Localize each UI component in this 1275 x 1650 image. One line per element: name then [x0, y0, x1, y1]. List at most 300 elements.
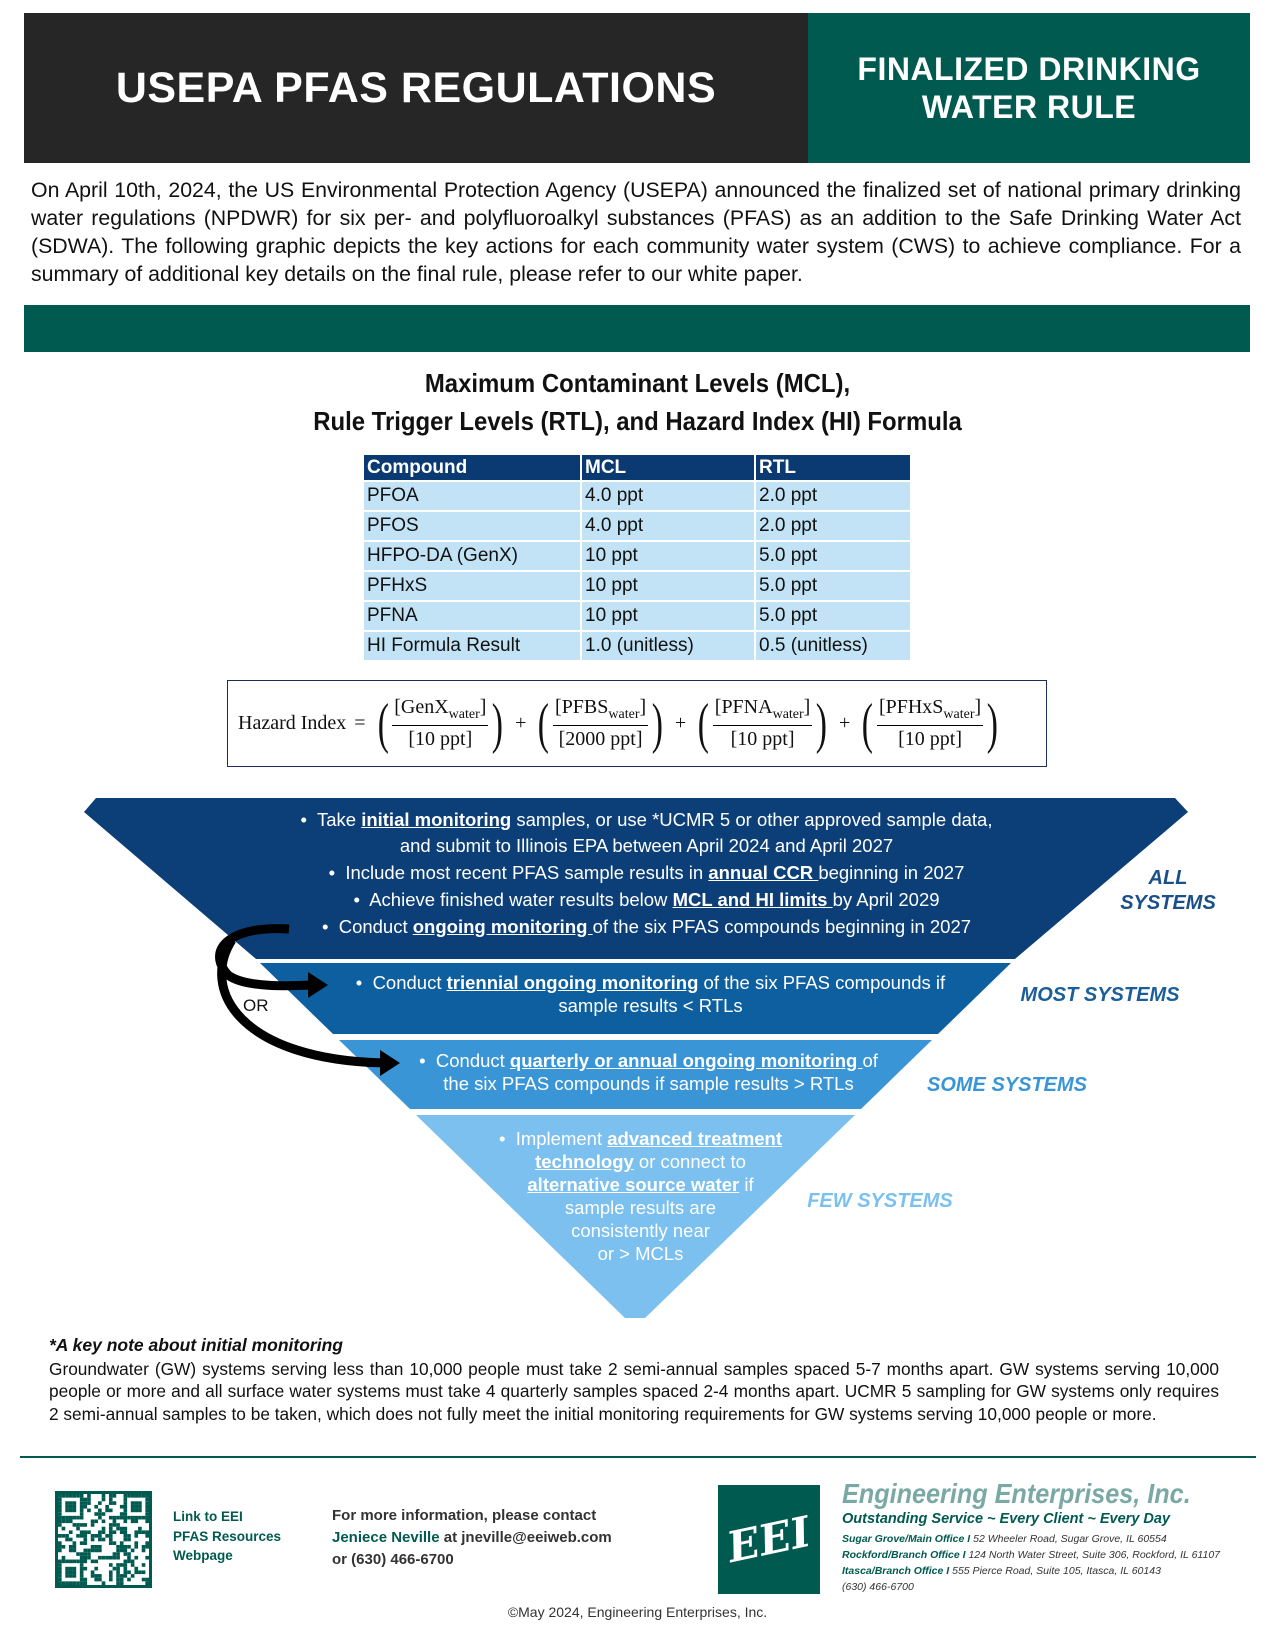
compound: GenX	[400, 696, 449, 718]
or-label: OR	[243, 996, 269, 1015]
qr-module	[73, 1505, 77, 1509]
qr-module	[83, 1556, 87, 1560]
table-cell: 10 ppt	[581, 601, 755, 631]
qr-module	[127, 1578, 131, 1582]
qr-module	[62, 1494, 66, 1498]
qr-module	[73, 1567, 77, 1571]
table-cell: PFHxS	[363, 571, 581, 601]
qr-module	[65, 1505, 69, 1509]
qr-module	[102, 1519, 106, 1523]
qr-module	[134, 1545, 138, 1549]
line-text: Conduct	[435, 1050, 510, 1071]
qr-module	[116, 1567, 120, 1571]
qr-module	[80, 1534, 84, 1538]
qr-module	[87, 1530, 91, 1534]
qr-module	[91, 1519, 95, 1523]
qr-module	[58, 1498, 62, 1502]
qr-module	[62, 1519, 66, 1523]
qr-module	[80, 1523, 84, 1527]
table-cell: PFOS	[363, 511, 581, 541]
qr-module	[142, 1578, 146, 1582]
qr-module	[69, 1516, 73, 1520]
pyramid-bullet-line	[9, 809, 1275, 831]
compound: PFNA	[721, 696, 773, 718]
line-text: the six PFAS compounds if sample results > RTLs	[443, 1073, 854, 1094]
bullet-icon: •	[498, 1128, 506, 1149]
qr-module	[113, 1556, 117, 1560]
line-text: sample results are	[564, 1197, 717, 1218]
qr-module	[65, 1538, 69, 1542]
bullet-icon: •	[419, 1050, 426, 1071]
qr-module	[58, 1501, 62, 1505]
numerator: [PFHxS$_{water}$]	[877, 696, 983, 726]
qr-module	[80, 1501, 84, 1505]
label-few-systems: FEW SYSTEMS	[807, 1190, 953, 1212]
qr-module	[102, 1581, 106, 1585]
qr-module	[80, 1560, 84, 1564]
qr-module	[58, 1581, 62, 1585]
qr-module	[94, 1549, 98, 1553]
qr-module	[62, 1527, 66, 1531]
column-header: RTL	[755, 454, 911, 481]
column-header: Compound	[363, 454, 581, 481]
qr-module	[69, 1549, 73, 1553]
qr-module	[80, 1509, 84, 1513]
table-cell: 10 ppt	[581, 571, 755, 601]
qr-module	[98, 1538, 102, 1542]
qr-module	[80, 1516, 84, 1520]
qr-module	[73, 1516, 77, 1520]
qr-module	[94, 1578, 98, 1582]
qr-module	[62, 1581, 66, 1585]
qr-module	[91, 1574, 95, 1578]
qr-module	[58, 1519, 62, 1523]
qr-module	[83, 1541, 87, 1545]
qr-module	[127, 1556, 131, 1560]
note-body: Groundwater (GW) systems serving less than 10,000 people must take 2 semi-annual samples spaced 5-7 months apart. GW systems serving 10,000 people or more and all surface water systems must take 4 quarterly samples spaced 2-4 months apart. UCMR 5 sampling for GW systems only requires 2 semi-annual samples to be taken, which does not fully meet the initial monitoring requirements for GW systems serving 10,000 people or more.	[49, 1359, 1219, 1424]
qr-module	[80, 1581, 84, 1585]
qr-module	[142, 1530, 146, 1534]
qr-module	[138, 1494, 142, 1498]
bullet-icon: •	[328, 862, 336, 883]
qr-module	[98, 1578, 102, 1582]
qr-module	[124, 1505, 128, 1509]
qr-module	[124, 1570, 128, 1574]
qr-module	[134, 1505, 138, 1509]
qr-module	[131, 1509, 135, 1513]
qr-module	[134, 1534, 138, 1538]
qr-module	[69, 1509, 73, 1513]
qr-module	[142, 1545, 146, 1549]
qr-module	[73, 1494, 77, 1498]
link-line: PFAS Resources	[173, 1528, 282, 1544]
table-cell: 2.0 ppt	[755, 511, 911, 541]
qr-module	[98, 1545, 102, 1549]
qr-module	[69, 1501, 73, 1505]
copyright: ©May 2024, Engineering Enterprises, Inc.	[507, 1604, 768, 1620]
qr-module	[109, 1530, 113, 1534]
paren: )	[651, 692, 664, 755]
office-address: 52 Wheeler Road, Sugar Grove, IL 60554	[973, 1533, 1167, 1545]
qr-module	[91, 1538, 95, 1542]
qr-module	[124, 1498, 128, 1502]
qr-module	[116, 1527, 120, 1531]
qr-module	[131, 1574, 135, 1578]
qr-module	[69, 1545, 73, 1549]
qr-module	[65, 1501, 69, 1505]
company-logo	[718, 1485, 820, 1594]
qr-module	[131, 1516, 135, 1520]
qr-module	[138, 1516, 142, 1520]
qr-module	[109, 1541, 113, 1545]
qr-module	[87, 1501, 91, 1505]
office-address: 124 North Water Street, Suite 306, Rockford, IL 61107	[968, 1549, 1221, 1561]
qr-module	[76, 1523, 80, 1527]
qr-module	[94, 1567, 98, 1571]
qr-module	[120, 1516, 124, 1520]
qr-module	[134, 1530, 138, 1534]
qr-module	[73, 1501, 77, 1505]
subscript: water	[448, 707, 480, 722]
qr-module	[83, 1578, 87, 1582]
line-text: or > MCLs	[597, 1243, 684, 1264]
qr-module	[73, 1545, 77, 1549]
qr-module	[65, 1534, 69, 1538]
line-text: samples, or use *UCMR 5 or other approved sample data,	[511, 809, 993, 830]
paren: (	[377, 692, 389, 755]
bullet-icon: •	[321, 916, 329, 937]
section-title: Rule Trigger Levels (RTL), and Hazard Index (HI) Formula	[313, 406, 962, 436]
subtitle-line: WATER RULE	[921, 89, 1137, 125]
office-name: Itasca/Branch Office	[842, 1565, 944, 1577]
qr-module	[134, 1516, 138, 1520]
qr-module	[109, 1523, 113, 1527]
qr-module	[124, 1552, 128, 1556]
emphasis-link: advanced treatment	[607, 1128, 783, 1149]
office-phone: (630) 466-6700	[842, 1581, 914, 1593]
emphasis-link: MCL and HI limits	[672, 889, 833, 910]
qr-module	[98, 1556, 102, 1560]
qr-module	[142, 1549, 146, 1553]
qr-module	[109, 1498, 113, 1502]
line-text: beginning in 2027	[818, 862, 965, 883]
qr-module	[127, 1570, 131, 1574]
qr-module	[138, 1501, 142, 1505]
company-name: Engineering Enterprises, Inc.	[842, 1478, 1191, 1509]
qr-module	[138, 1509, 142, 1513]
qr-module	[120, 1563, 124, 1567]
subscript: water	[608, 707, 640, 722]
qr-module	[76, 1560, 80, 1564]
qr-module	[109, 1570, 113, 1574]
qr-module	[83, 1505, 87, 1509]
line-text: Conduct	[372, 972, 447, 993]
qr-module	[113, 1567, 117, 1571]
label-all-systems	[1118, 866, 1218, 916]
table-cell: 5.0 ppt	[755, 571, 911, 601]
qr-module	[134, 1570, 138, 1574]
qr-module	[87, 1509, 91, 1513]
qr-module	[145, 1516, 149, 1520]
denominator: [10 ppt]	[730, 728, 795, 750]
qr-module	[138, 1527, 142, 1531]
table-cell: 10 ppt	[581, 541, 755, 571]
qr-module	[83, 1560, 87, 1564]
qr-module	[127, 1552, 131, 1556]
paren: (	[538, 692, 550, 755]
note-title: *A key note about initial monitoring	[49, 1335, 343, 1355]
qr-module	[113, 1552, 117, 1556]
emphasis-link: quarterly or annual ongoing monitoring	[509, 1050, 863, 1071]
qr-module	[87, 1549, 91, 1553]
qr-module	[76, 1534, 80, 1538]
contact-line: For more information, please contact	[332, 1507, 597, 1524]
line-text: by April 2029	[832, 889, 940, 910]
qr-module	[73, 1560, 77, 1564]
qr-module	[116, 1549, 120, 1553]
contact-info	[332, 1505, 612, 1571]
qr-module	[145, 1509, 149, 1513]
qr-link-text[interactable]	[173, 1507, 281, 1566]
qr-module	[94, 1512, 98, 1516]
emphasis-link: initial monitoring	[361, 809, 512, 830]
qr-module	[145, 1498, 149, 1502]
qr-module	[134, 1494, 138, 1498]
qr-module	[83, 1567, 87, 1571]
qr-module	[94, 1519, 98, 1523]
qr-module	[87, 1498, 91, 1502]
qr-module	[102, 1494, 106, 1498]
contact-phone: or (630) 466-6700	[332, 1551, 454, 1568]
qr-module	[116, 1516, 120, 1520]
qr-module	[124, 1545, 128, 1549]
pyramid-bullet-line	[9, 916, 1275, 938]
qr-module	[124, 1534, 128, 1538]
qr-module	[69, 1567, 73, 1571]
line-text: of	[862, 1050, 878, 1071]
qr-module	[83, 1552, 87, 1556]
office-address: 555 Pierce Road, Suite 105, Itasca, IL 60143	[952, 1565, 1161, 1577]
qr-module	[80, 1541, 84, 1545]
separator: I	[943, 1565, 953, 1577]
qr-module	[124, 1519, 128, 1523]
qr-module	[94, 1560, 98, 1564]
link-line: Webpage	[173, 1548, 233, 1563]
qr-module	[62, 1545, 66, 1549]
qr-module	[142, 1494, 146, 1498]
plus-sign: +	[839, 712, 851, 734]
qr-module	[131, 1505, 135, 1509]
qr-module	[134, 1519, 138, 1523]
pyramid-bullet-line	[9, 835, 1275, 857]
line-text: Implement	[515, 1128, 608, 1149]
qr-module	[124, 1563, 128, 1567]
qr-module	[113, 1530, 117, 1534]
qr-module	[142, 1563, 146, 1567]
line-text: of the six PFAS compounds beginning in 2027	[592, 916, 972, 937]
qr-code[interactable]	[55, 1491, 152, 1588]
qr-module	[65, 1560, 69, 1564]
qr-module	[131, 1494, 135, 1498]
qr-module	[83, 1501, 87, 1505]
paren: (	[697, 692, 710, 755]
label-some-systems: SOME SYSTEMS	[926, 1074, 1088, 1096]
qr-module	[58, 1534, 62, 1538]
line-text: Achieve finished water results below	[369, 889, 673, 910]
qr-module	[124, 1574, 128, 1578]
qr-module	[80, 1570, 84, 1574]
intro-paragraph: On April 10th, 2024, the US Environmental Protection Agency (USEPA) announced the finalized set of national primary drinking water regulations (NPDWR) for six per- and polyfluoroalkyl substances (PFAS) as an addition to the Safe Drinking Water Act (SDWA). The following graphic depicts the key actions for each community water system (CWS) to achieve compliance. For a summary of additional key details on the final rule, please refer to our white paper.	[31, 178, 1241, 286]
qr-module	[80, 1556, 84, 1560]
qr-module	[69, 1530, 73, 1534]
qr-module	[87, 1556, 91, 1560]
denominator: [10 ppt]	[408, 728, 473, 750]
qr-module	[91, 1545, 95, 1549]
qr-module	[127, 1560, 131, 1564]
qr-module	[120, 1581, 124, 1585]
qr-module	[109, 1501, 113, 1505]
line-text: or connect to	[633, 1151, 746, 1172]
qr-module	[94, 1545, 98, 1549]
qr-module	[91, 1560, 95, 1564]
qr-module	[73, 1523, 77, 1527]
qr-module	[73, 1574, 77, 1578]
pyramid-bullet-line	[9, 862, 1275, 884]
contact-name: Jeniece Neville	[332, 1529, 440, 1546]
qr-module	[145, 1512, 149, 1516]
bullet-icon: •	[355, 972, 363, 993]
line-text: Conduct	[338, 916, 413, 937]
qr-module	[80, 1498, 84, 1502]
qr-module	[91, 1523, 95, 1527]
qr-module	[65, 1570, 69, 1574]
qr-module	[142, 1570, 146, 1574]
pyramid-bullet-line	[3, 1220, 1275, 1242]
qr-module	[124, 1527, 128, 1531]
qr-module	[58, 1563, 62, 1567]
qr-module	[120, 1512, 124, 1516]
qr-module	[127, 1545, 131, 1549]
logo-mark: EEI	[722, 1506, 816, 1573]
paren: (	[862, 692, 874, 755]
qr-module	[109, 1509, 113, 1513]
bullet-icon: •	[353, 889, 360, 910]
pyramid-bullet-line	[3, 1243, 1275, 1265]
qr-module	[145, 1534, 149, 1538]
qr-module	[83, 1581, 87, 1585]
qr-module	[65, 1567, 69, 1571]
qr-module	[69, 1560, 73, 1564]
qr-module	[134, 1509, 138, 1513]
qr-module	[73, 1509, 77, 1513]
qr-module	[109, 1527, 113, 1531]
qr-module	[120, 1574, 124, 1578]
qr-module	[124, 1509, 128, 1513]
line-text: consistently near	[571, 1220, 710, 1241]
qr-module	[124, 1512, 128, 1516]
qr-module	[65, 1574, 69, 1578]
qr-module	[105, 1534, 109, 1538]
qr-module	[76, 1581, 80, 1585]
qr-module	[69, 1581, 73, 1585]
qr-module	[131, 1563, 135, 1567]
qr-module	[58, 1505, 62, 1509]
bullet-icon: •	[300, 809, 308, 830]
qr-module	[131, 1501, 135, 1505]
qr-module	[124, 1567, 128, 1571]
qr-module	[83, 1498, 87, 1502]
qr-module	[58, 1578, 62, 1582]
qr-module	[102, 1538, 106, 1542]
qr-module	[83, 1530, 87, 1534]
qr-module	[124, 1549, 128, 1553]
qr-module	[69, 1505, 73, 1509]
qr-module	[69, 1574, 73, 1578]
qr-module	[116, 1523, 120, 1527]
numerator: $[PFBS_{water}]$	[553, 696, 648, 726]
label-line: ALL	[1148, 867, 1188, 889]
qr-module	[98, 1509, 102, 1513]
subscript: water	[772, 707, 804, 722]
link-line: Link to EEI	[173, 1509, 243, 1524]
qr-module	[120, 1549, 124, 1553]
qr-module	[58, 1545, 62, 1549]
line-text: if	[739, 1174, 754, 1195]
qr-module	[120, 1527, 124, 1531]
qr-module	[134, 1567, 138, 1571]
table-cell: 5.0 ppt	[755, 541, 911, 571]
qr-module	[87, 1494, 91, 1498]
qr-module	[116, 1581, 120, 1585]
qr-module	[83, 1538, 87, 1542]
table-cell: PFOA	[363, 481, 581, 511]
qr-module	[76, 1552, 80, 1556]
qr-module	[134, 1501, 138, 1505]
qr-module	[105, 1509, 109, 1513]
qr-module	[102, 1530, 106, 1534]
subtitle-line: FINALIZED DRINKING	[857, 51, 1201, 87]
qr-module	[113, 1523, 117, 1527]
table-cell: HFPO-DA (GenX)	[363, 541, 581, 571]
emphasis-link: triennial ongoing monitoring	[446, 972, 699, 993]
emphasis-link: technology	[535, 1151, 634, 1172]
qr-module	[98, 1501, 102, 1505]
subscript: water	[943, 707, 975, 722]
qr-module	[113, 1494, 117, 1498]
qr-module	[127, 1516, 131, 1520]
qr-module	[145, 1556, 149, 1560]
qr-module	[58, 1567, 62, 1571]
contact-email[interactable]: at jneville@eeiweb.com	[439, 1529, 612, 1546]
qr-module	[83, 1534, 87, 1538]
qr-module	[145, 1494, 149, 1498]
qr-module	[113, 1501, 117, 1505]
qr-module	[105, 1505, 109, 1509]
qr-module	[131, 1560, 135, 1564]
table-cell: 2.0 ppt	[755, 481, 911, 511]
qr-module	[145, 1501, 149, 1505]
separator: I	[964, 1533, 974, 1545]
qr-module	[58, 1523, 62, 1527]
qr-module	[62, 1556, 66, 1560]
qr-module	[120, 1530, 124, 1534]
denominator: [10 ppt]	[898, 728, 962, 750]
qr-module	[69, 1494, 73, 1498]
qr-module	[94, 1534, 98, 1538]
qr-module	[134, 1541, 138, 1545]
compound: PFBS	[561, 696, 609, 718]
qr-module	[120, 1578, 124, 1582]
